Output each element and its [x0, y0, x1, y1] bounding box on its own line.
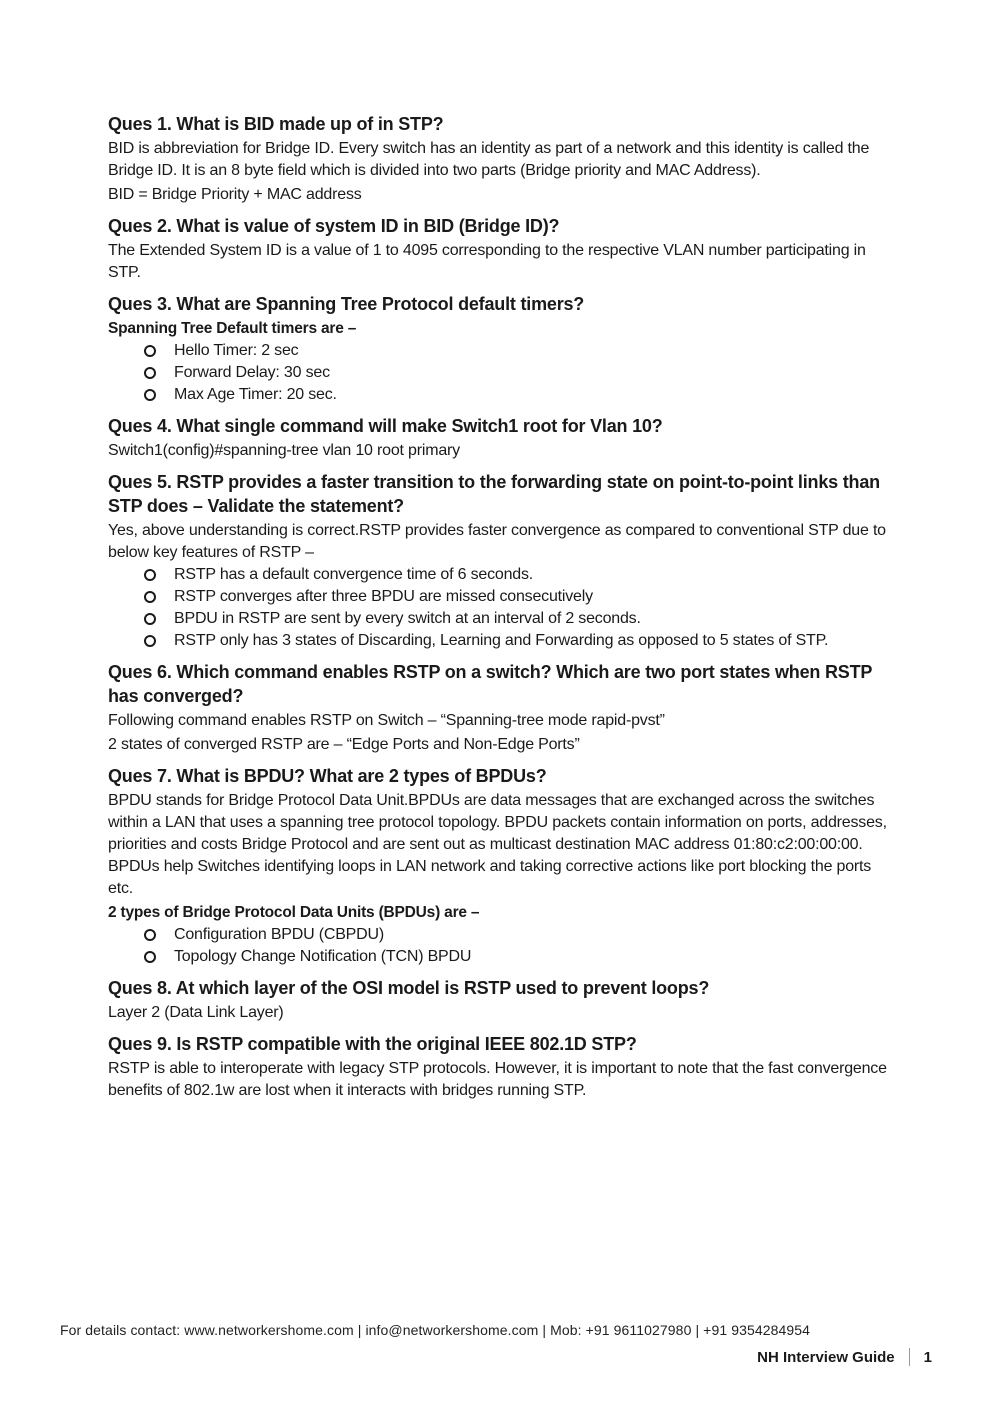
list-item: Max Age Timer: 20 sec. [142, 384, 888, 406]
document-body [108, 112, 888, 1102]
question-2-title: Ques 2. What is value of system ID in BID (Bridge ID)? [108, 216, 560, 236]
footer-divider [909, 1348, 910, 1366]
question-2-answer: The Extended System ID is a value of 1 to 4095 corresponding to the respective VLAN number participating in STP. [108, 242, 866, 281]
question-8-answer: Layer 2 (Data Link Layer) [108, 1004, 284, 1021]
question-9-title: Ques 9. Is RSTP compatible with the original IEEE 802.1D STP? [108, 1034, 637, 1054]
question-7-answer: BPDU stands for Bridge Protocol Data Unit.BPDUs are data messages that are exchanged across the switches within a LAN that uses a spanning tree protocol topology. BPDU packets contain information on ports, addresses, priorities and costs Bridge Protocol and are sent out as multicast destination MAC address 01:80:c2:00:00:00. BPDUs help Switches identifying loops in LAN network and taking corrective actions like port blocking the ports etc. [108, 792, 887, 897]
list-item: BPDU in RSTP are sent by every switch at an interval of 2 seconds. [142, 608, 888, 630]
list-item: Topology Change Notification (TCN) BPDU [142, 946, 888, 968]
question-7-bullet-list [108, 924, 888, 968]
list-item: RSTP converges after three BPDU are missed consecutively [142, 586, 888, 608]
circle-bullet-icon [144, 569, 156, 581]
question-6-title: Ques 6. Which command enables RSTP on a switch? Which are two port states when RSTP has converged? [108, 662, 872, 706]
circle-bullet-icon [144, 345, 156, 357]
question-8-title: Ques 8. At which layer of the OSI model is RSTP used to prevent loops? [108, 978, 710, 998]
circle-bullet-icon [144, 635, 156, 647]
question-5-answer: Yes, above understanding is correct.RSTP provides faster convergence as compared to conventional STP due to below key features of RSTP – [108, 522, 886, 561]
question-7-title: Ques 7. What is BPDU? What are 2 types of BPDUs? [108, 766, 547, 786]
question-1-formula: BID = Bridge Priority + MAC address [108, 186, 362, 203]
circle-bullet-icon [144, 367, 156, 379]
question-3-bullet-list [108, 340, 888, 406]
circle-bullet-icon [144, 929, 156, 941]
question-6-answer-command: Following command enables RSTP on Switch – “Spanning-tree mode rapid-pvst” [108, 712, 665, 729]
list-item: RSTP only has 3 states of Discarding, Learning and Forwarding as opposed to 5 states of STP. [142, 630, 888, 652]
question-6-answer-states: 2 states of converged RSTP are – “Edge Ports and Non-Edge Ports” [108, 736, 580, 753]
circle-bullet-icon [144, 389, 156, 401]
question-1-title: Ques 1. What is BID made up of in STP? [108, 114, 444, 134]
question-4-title: Ques 4. What single command will make Switch1 root for Vlan 10? [108, 416, 663, 436]
question-9-answer: RSTP is able to interoperate with legacy STP protocols. However, it is important to note that the fast convergence benefits of 802.1w are lost when it interacts with bridges running STP. [108, 1060, 887, 1099]
circle-bullet-icon [144, 613, 156, 625]
circle-bullet-icon [144, 951, 156, 963]
question-5-bullet-list [108, 564, 888, 652]
list-item: Hello Timer: 2 sec [142, 340, 888, 362]
guide-label: NH Interview Guide [757, 1348, 895, 1366]
list-item: Forward Delay: 30 sec [142, 362, 888, 384]
footer-contact: For details contact: www.networkershome.com | info@networkershome.com | Mob: +91 9611027980 | +91 9354284954 [60, 1322, 811, 1338]
circle-bullet-icon [144, 591, 156, 603]
question-3-subheading: Spanning Tree Default timers are – [108, 320, 357, 337]
page-number: 1 [923, 1348, 932, 1366]
list-item: RSTP has a default convergence time of 6 seconds. [142, 564, 888, 586]
question-7-subheading: 2 types of Bridge Protocol Data Units (BPDUs) are – [108, 904, 480, 921]
footer-guide [757, 1348, 932, 1366]
question-4-answer: Switch1(config)#spanning-tree vlan 10 root primary [108, 442, 460, 459]
question-5-title: Ques 5. RSTP provides a faster transition to the forwarding state on point-to-point links than STP does – Validate the statement? [108, 472, 880, 516]
question-1-answer: BID is abbreviation for Bridge ID. Every switch has an identity as part of a network and this identity is called the Bridge ID. It is an 8 byte field which is divided into two parts (Bridge priority and MAC Address). [108, 140, 870, 179]
question-3-title: Ques 3. What are Spanning Tree Protocol default timers? [108, 294, 585, 314]
list-item: Configuration BPDU (CBPDU) [142, 924, 888, 946]
